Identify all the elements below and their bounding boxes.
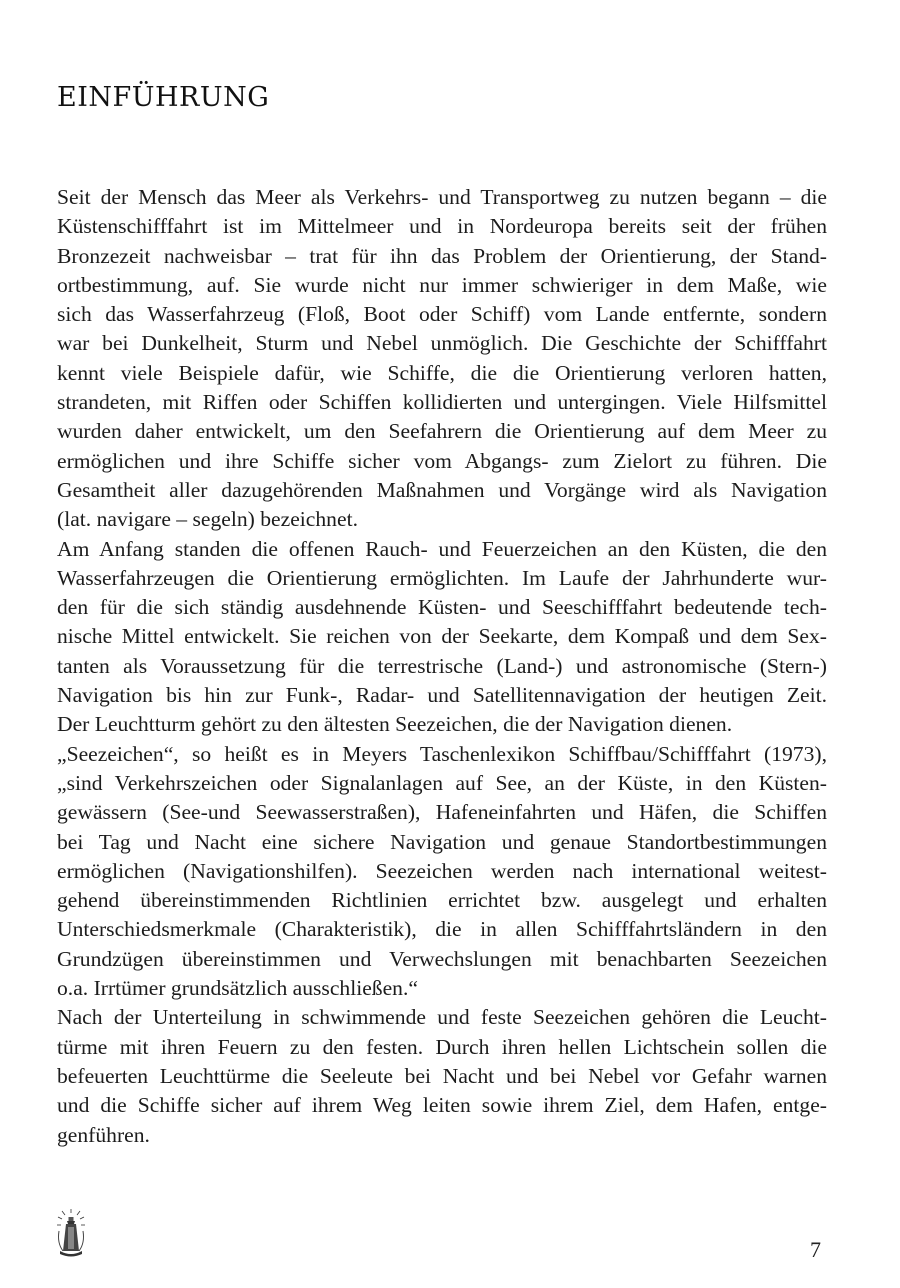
text-line: Gesamtheit aller dazugehörenden Maßnahmen und Vorgänge wird als Navigation: [57, 477, 827, 502]
page-number: 7: [810, 1237, 821, 1262]
text-line: Navigation bis hin zur Funk-, Radar- und Satellitennavigation der heutigen Zeit.: [57, 683, 827, 708]
text-line: „Seezeichen“, so heißt es in Meyers Taschenlexikon Schiffbau/Schifffahrt (1973),: [57, 741, 827, 766]
text-line: nische Mittel entwickelt. Sie reichen von der Seekarte, dem Kompaß und dem Sex-: [57, 624, 827, 649]
chapter-heading: EINFÜHRUNG: [57, 82, 270, 113]
text-line: Der Leuchtturm gehört zu den ältesten Seezeichen, die der Navigation dienen.: [57, 712, 733, 737]
text-line: genführen.: [57, 1122, 150, 1147]
text-line: sich das Wasserfahrzeug (Floß, Boot oder Schiff) vom Lande entfernte, sondern: [57, 302, 827, 327]
lighthouse-emblem-icon: [56, 1209, 86, 1257]
text-line: kennt viele Beispiele dafür, wie Schiffe, die die Orientierung verloren hatten,: [57, 360, 827, 385]
text-line: ermöglichen und ihre Schiffe sicher vom Abgangs- zum Zielort zu führen. Die: [57, 448, 827, 473]
text-line: o.a. Irrtümer grundsätzlich ausschließen.“: [57, 976, 418, 1001]
text-line: war bei Dunkelheit, Sturm und Nebel unmöglich. Die Geschichte der Schifffahrt: [57, 331, 827, 356]
text-line: Nach der Unterteilung in schwimmende und feste Seezeichen gehören die Leucht-: [57, 1005, 827, 1030]
text-line: gehend übereinstimmenden Richtlinien errichtet bzw. ausgelegt und erhalten: [57, 888, 827, 913]
text-line: und die Schiffe sicher auf ihrem Weg leiten sowie ihrem Ziel, dem Hafen, entge-: [57, 1093, 827, 1118]
text-line: (lat. navigare – segeln) bezeichnet.: [57, 507, 358, 532]
text-line: Am Anfang standen die offenen Rauch- und Feuerzeichen an den Küsten, die den: [57, 536, 827, 561]
text-line: ortbestimmung, auf. Sie wurde nicht nur immer schwieriger in dem Maße, wie: [57, 272, 827, 297]
text-line: Seit der Mensch das Meer als Verkehrs- und Transportweg zu nutzen begann – die: [57, 185, 827, 209]
text-line: Grundzügen übereinstimmen und Verwechslungen mit benachbarten Seezeichen: [57, 946, 827, 971]
text-line: bei Tag und Nacht eine sichere Navigation und genaue Standortbestimmungen: [57, 829, 827, 854]
text-line: Bronzezeit nachweisbar – trat für ihn das Problem der Orientierung, der Stand-: [57, 243, 827, 268]
text-line: gewässern (See-und Seewasserstraßen), Hafeneinfahrten und Häfen, die Schiffen: [57, 800, 827, 825]
text-line: befeuerten Leuchttürme die Seeleute bei Nacht und bei Nebel vor Gefahr warnen: [57, 1063, 827, 1088]
text-line: den für die sich ständig ausdehnende Küsten- und Seeschifffahrt bedeutende tech-: [57, 595, 827, 620]
text-line: Küstenschifffahrt ist im Mittelmeer und in Nordeuropa bereits seit der frühen: [57, 214, 827, 239]
text-line: Wasserfahrzeugen die Orientierung ermöglichten. Im Laufe der Jahrhunderte wur-: [57, 565, 827, 590]
text-line: tanten als Voraussetzung für die terrestrische (Land-) und astronomische (Stern-): [57, 653, 827, 678]
text-line: türme mit ihren Feuern zu den festen. Durch ihren hellen Lichtschein sollen die: [57, 1034, 827, 1059]
body-text: [57, 183, 827, 1150]
text-line: „sind Verkehrszeichen oder Signalanlagen auf See, an der Küste, in den Küsten-: [57, 770, 827, 795]
text-line: strandeten, mit Riffen oder Schiffen kollidierten und untergingen. Viele Hilfsmittel: [57, 390, 827, 415]
text-line: wurden daher entwickelt, um den Seefahrern die Orientierung auf dem Meer zu: [57, 419, 827, 444]
text-line: ermöglichen (Navigationshilfen). Seezeichen werden nach international weitest-: [57, 858, 827, 883]
text-line: Unterschiedsmerkmale (Charakteristik), die in allen Schifffahrtsländern in den: [57, 917, 827, 942]
